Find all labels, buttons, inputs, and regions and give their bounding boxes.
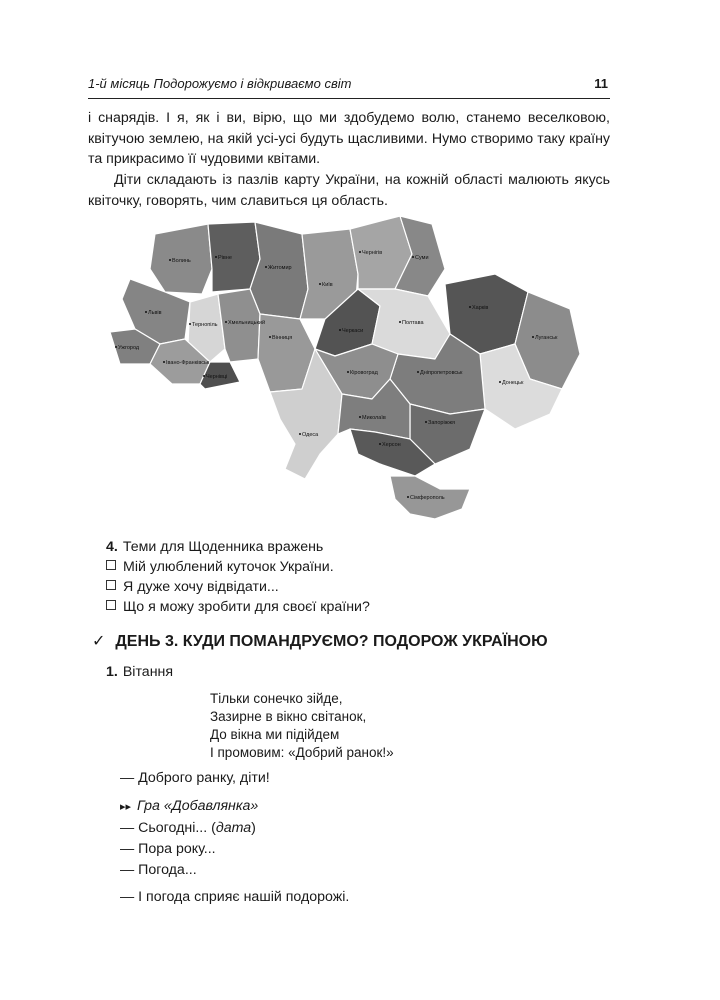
region-label-khmelnytskyi: Хмельницький: [228, 320, 266, 326]
city-dot-icon: [265, 266, 267, 268]
region-label-kherson: Херсон: [382, 442, 401, 448]
region-label-donetsk: Донецьк: [502, 380, 524, 386]
poem-line: І промовим: «Добрий ранок!»: [210, 745, 394, 760]
game-line: [120, 798, 258, 814]
poem-line: До вікна ми підійдем: [210, 727, 340, 742]
topics-title: Теми для Щоденника вражень: [122, 539, 324, 555]
greeting-title: Вітання: [122, 664, 174, 680]
region-label-luhansk: Луганськ: [535, 335, 558, 341]
game-title: Гра «Добавлянка»: [137, 798, 259, 814]
page-number: 11: [594, 76, 608, 91]
dialogue-line: — Погода...: [120, 862, 197, 878]
region-label-chernihiv: Чернігів: [362, 250, 383, 256]
city-dot-icon: [499, 381, 501, 383]
city-dot-icon: [359, 416, 361, 418]
poem: [210, 690, 394, 762]
checkmark-icon: ✓: [92, 633, 106, 650]
greeting-number: 1.: [106, 664, 118, 680]
running-title: 1-й місяць Подорожуємо і відкриваємо світ: [88, 76, 352, 91]
city-dot-icon: [225, 321, 227, 323]
city-dot-icon: [339, 329, 341, 331]
poem-line: Зазирне в вікно світанок,: [210, 709, 367, 724]
region-label-chernivtsi: Чернівці: [206, 374, 228, 380]
region-label-ivano_frankivsk: Івано-Франківськ: [166, 360, 210, 366]
region-label-zakarpattia: Ужгород: [118, 345, 140, 351]
region-label-kharkiv: Харків: [472, 305, 489, 311]
list-item: Мій улюблений куточок України.: [106, 557, 606, 577]
city-dot-icon: [189, 323, 191, 325]
region-label-kirovohrad: Кіровоград: [350, 370, 378, 376]
city-dot-icon: [215, 256, 217, 258]
city-dot-icon: [379, 443, 381, 445]
double-arrow-icon: ▸▸: [120, 801, 132, 813]
region-label-ternopil: Тернопіль: [192, 322, 218, 328]
square-bullet-icon: [106, 580, 116, 590]
city-dot-icon: [469, 306, 471, 308]
ukraine-map: [110, 214, 590, 530]
day-heading: [92, 631, 548, 651]
city-dot-icon: [359, 251, 361, 253]
topics-number: 4.: [106, 539, 118, 555]
square-bullet-icon: [106, 560, 116, 570]
city-dot-icon: [425, 421, 427, 423]
city-dot-icon: [115, 346, 117, 348]
day-title: ДЕНЬ 3. КУДИ ПОМАНДРУЄМО? ПОДОРОЖ УКРАЇНОЮ: [115, 633, 548, 650]
list-item: Що я можу зробити для своєї країни?: [106, 597, 606, 617]
city-dot-icon: [412, 256, 414, 258]
region-label-odesa: Одеса: [302, 432, 319, 438]
region-label-volyn: Волинь: [172, 258, 191, 264]
city-dot-icon: [417, 371, 419, 373]
region-label-poltava: Полтава: [402, 320, 424, 326]
paragraph-1: і снарядів. І я, як і ви, вірю, що ми здобудемо волю, станемо веселковою, квітучою землею, на якій усі-усі будуть щасливими. Нумо створимо таку країну та прикрасимо її чудовими квітами.: [88, 110, 610, 167]
city-dot-icon: [169, 259, 171, 261]
city-dot-icon: [269, 336, 271, 338]
city-dot-icon: [203, 375, 205, 377]
region-label-zhytomyr: Житомир: [268, 265, 292, 271]
dialogue-line: — Сьогодні... (дата): [120, 820, 256, 836]
page-header: [88, 76, 610, 99]
city-dot-icon: [145, 311, 147, 313]
region-label-crimea: Сімферополь: [410, 495, 445, 501]
dialogue-line: — І погода сприяє нашій подорожі.: [120, 889, 350, 905]
region-label-zaporizhzhia: Запоріжжя: [428, 420, 456, 426]
region-label-dnipro: Дніпропетровськ: [420, 370, 463, 376]
city-dot-icon: [399, 321, 401, 323]
region-label-vinnytsia: Вінниця: [272, 335, 293, 341]
poem-line: Тільки сонечко зійде,: [210, 691, 343, 706]
region-label-cherkasy: Черкаси: [342, 328, 364, 334]
paragraph-2: Діти складають із пазлів карту України, на кожній області малюють якусь квіточку, говорять, чим славиться ця область.: [88, 172, 610, 209]
city-dot-icon: [319, 283, 321, 285]
region-label-lviv: Львів: [148, 310, 162, 316]
region-label-kyiv: Київ: [322, 282, 333, 288]
greeting-heading: [106, 664, 173, 680]
city-dot-icon: [163, 361, 165, 363]
region-label-sumy: Суми: [415, 255, 429, 261]
city-dot-icon: [347, 371, 349, 373]
square-bullet-icon: [106, 600, 116, 610]
city-dot-icon: [299, 433, 301, 435]
list-item: Я дуже хочу відвідати...: [106, 577, 606, 597]
diary-topics: [106, 537, 606, 617]
region-label-mykolaiv: Миколаїв: [362, 415, 386, 421]
dialogue-line: — Пора року...: [120, 841, 216, 857]
city-dot-icon: [407, 496, 409, 498]
city-dot-icon: [532, 336, 534, 338]
topics-heading: [106, 537, 606, 557]
dialogue-line: — Доброго ранку, діти!: [120, 770, 270, 786]
region-label-rivne: Рівне: [218, 255, 232, 261]
